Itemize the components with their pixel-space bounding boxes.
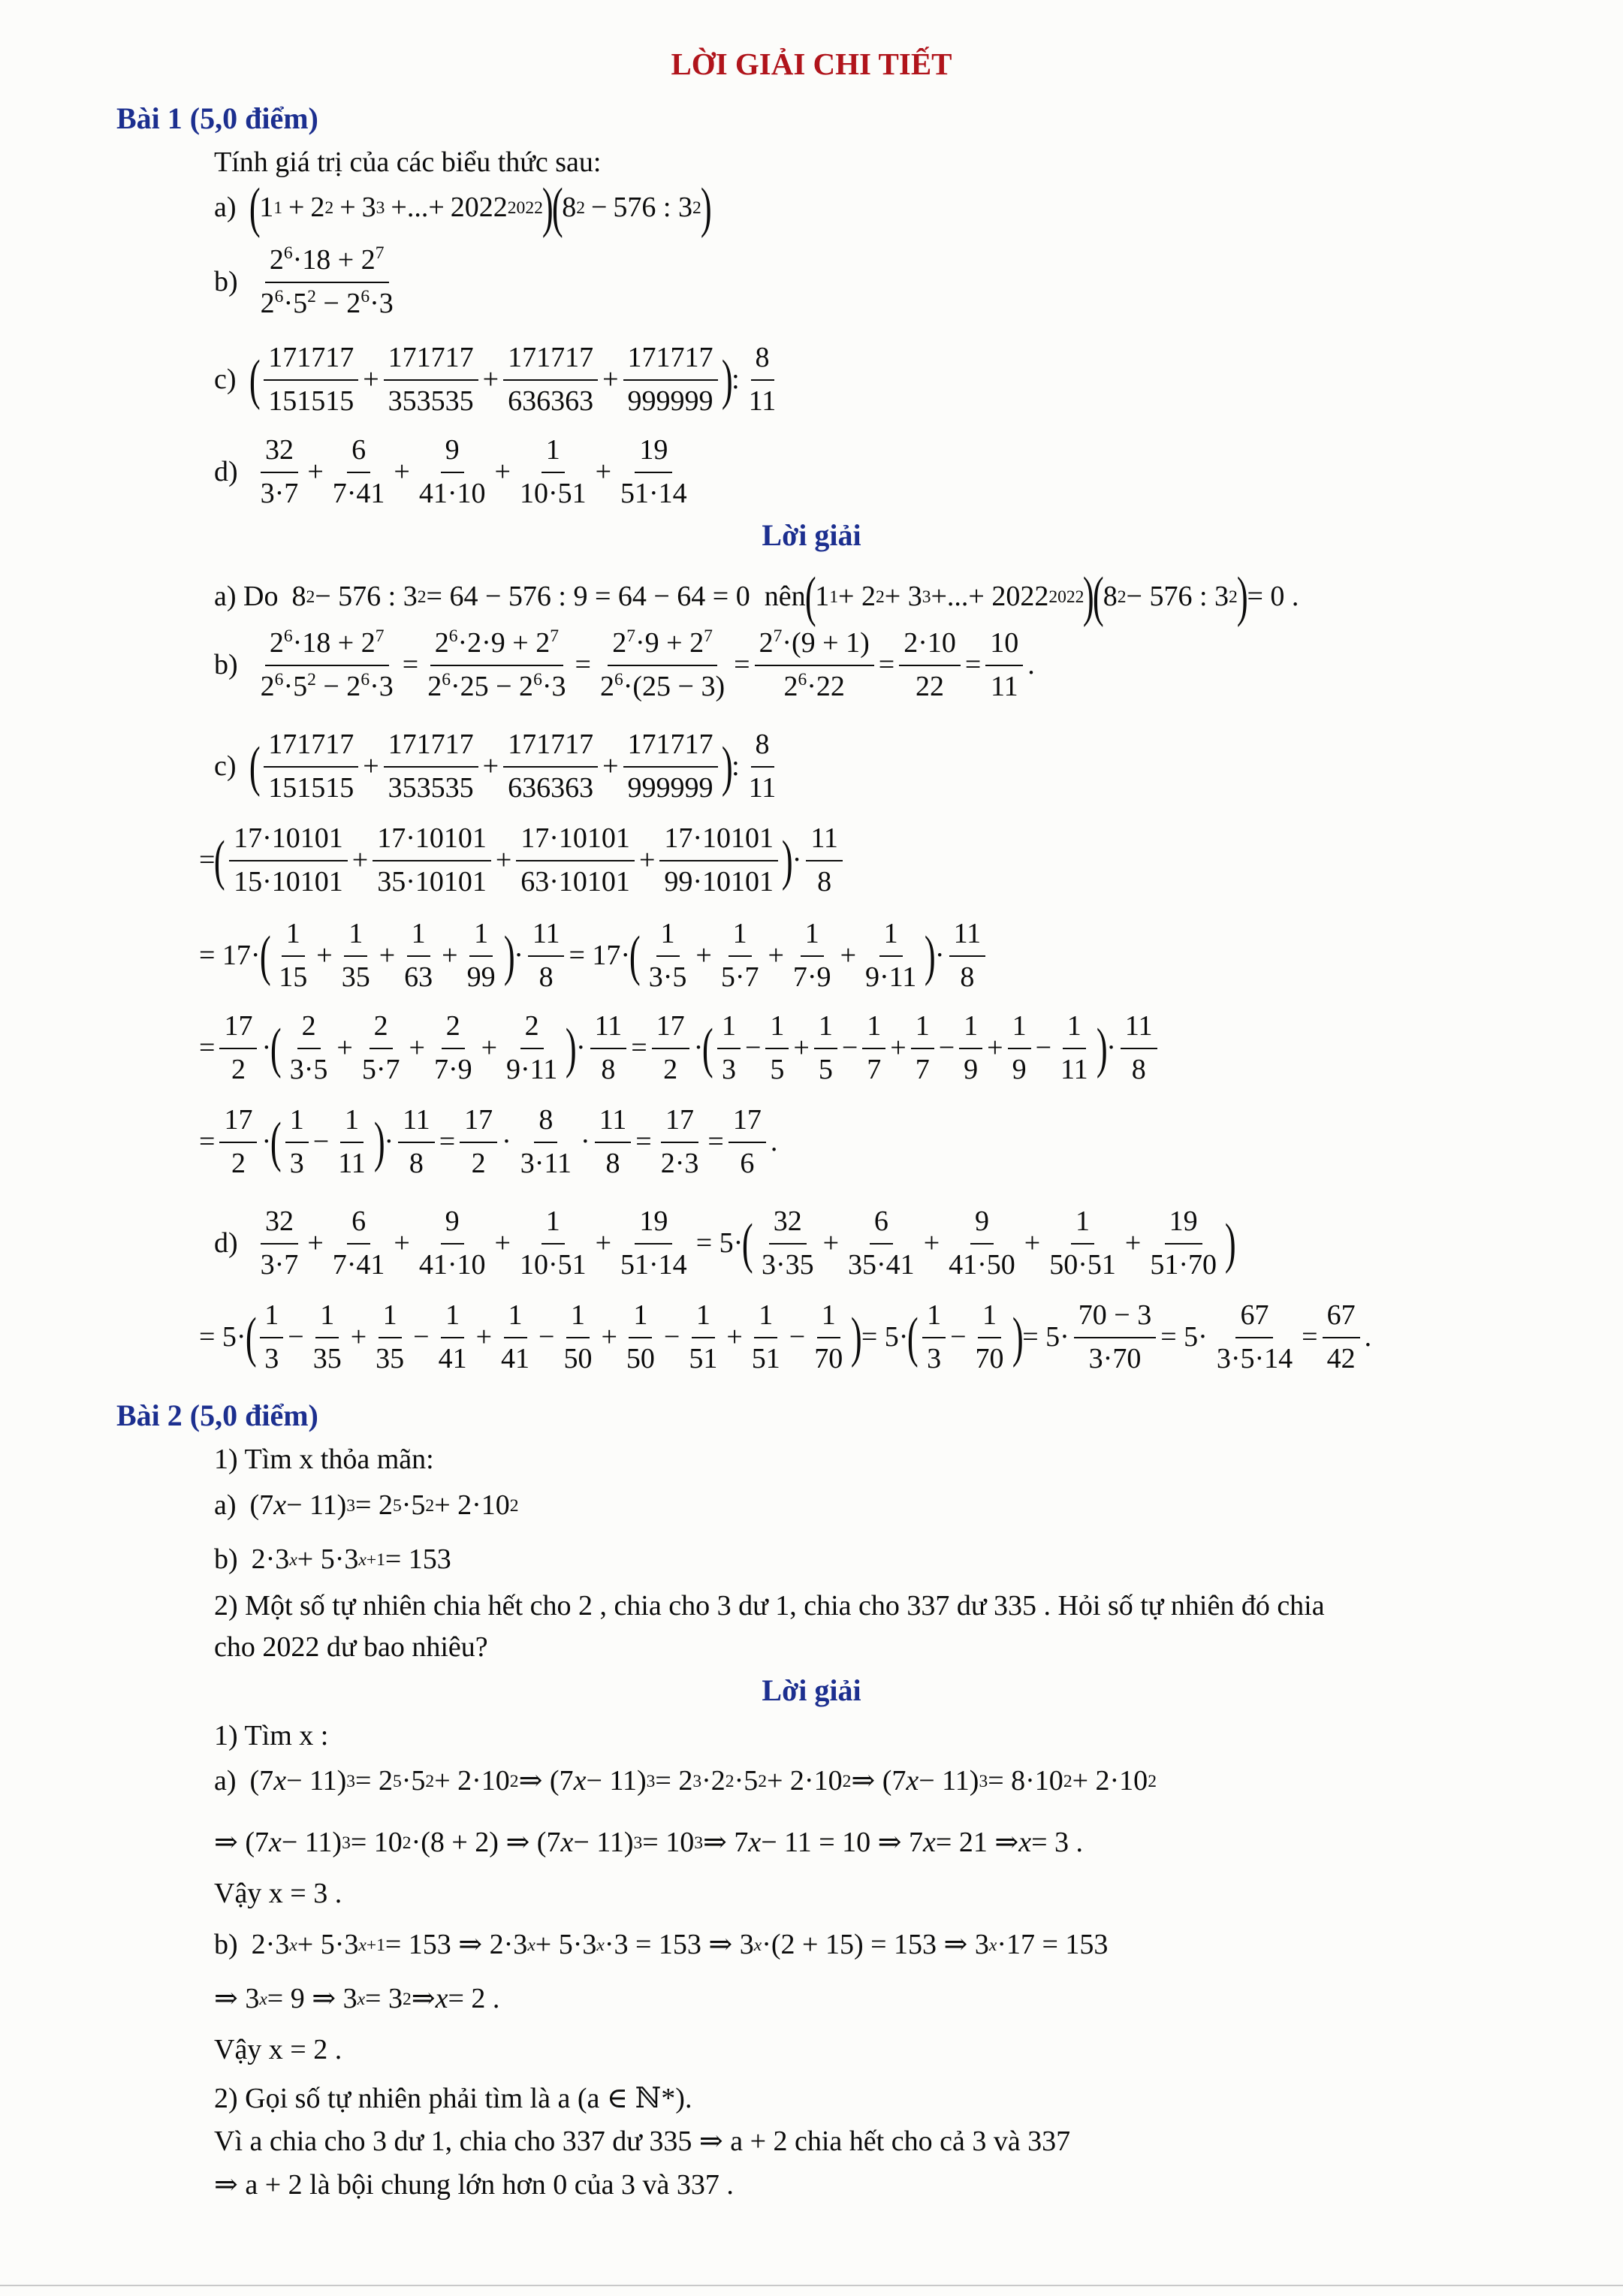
sol2-2-line1: 2) Gọi số tự nhiên phải tìm là a (a ∈ ℕ*). xyxy=(214,2083,692,2114)
sol2-2-line3: ⇒ a + 2 là bội chung lớn hơn 0 của 3 và 337 . xyxy=(214,2169,734,2201)
sol2-1-heading: 1) Tìm x : xyxy=(214,1720,329,1751)
sol2-1a-line1: a) (7 x − 11) 3 = 2 5 ·5 2 + 2·10 2 ⇒ (7 x − 11) 3 = 2 3 ·2 2 ·5 2 + 2·10 2 ⇒ (7 x − 11) 3 = 8·10 2 + 2·10 2 xyxy=(214,1765,1157,1797)
bai2-q1: 1) Tìm x thỏa mãn: xyxy=(214,1444,434,1475)
bai1-a: a) ( 1 1 + 2 2 + 3 3 +...+ 2022 2022 ) ( 8 2 − 576 : 3 2 ) xyxy=(214,177,712,239)
bai2-heading: Bài 2 (5,0 điểm) xyxy=(116,1398,318,1432)
sol1-c-2: = ( $\frac{17\cdot 10101}{15\cdot 10101}$ + $\frac{17\cdot 10101}{35\cdot 10101}$ + $\frac{17\cdot 10101}{63\cdot 10101}$ + $\frac{17\cdot 10101}{99\cdot 10101}$ ) · $\frac{11}{8}$ xyxy=(199,822,847,898)
sol2-1b-line1: b) 2·3 x + 5·3 x+1 = 153 ⇒ 2·3 x + 5·3 x ·3 = 153 ⇒ 3 x ·(2 + 15) = 153 ⇒ 3 x ·17 = 153 xyxy=(214,1929,1109,1960)
bai1-c: c) ( $\frac{171717}{151515}$ + $\frac{171717}{353535}$ + $\frac{171717}{636363}$ + $\frac{171717}{999999}$ ) : $\frac{8}{11}$ xyxy=(214,342,777,417)
sol1-d-1: d) $\frac{32}{3\cdot 7}$ + $\frac{6}{7\cdot 41}$ + $\frac{9}{41\cdot 10}$ + $\frac{1}{10\cdot 51}$ + $\frac{19}{51\cdot 14}$ = 5· ( $\frac{32}{3\cdot 35}$ + $\frac{6}{35\cdot 41}$ + $\frac{9}{41\cdot 50}$ + $\frac{1}{50\cdot 51}$ + $\frac{19}{51\cdot 70}$ ) xyxy=(214,1205,1236,1281)
sol1-c-3: = 17· ( $\frac{1}{15}$ + $\frac{1}{35}$ + $\frac{1}{63}$ + $\frac{1}{99}$ ) · $\frac{11}{8}$ = 17· ( $\frac{1}{3\cdot 5}$ + $\frac{1}{5\cdot 7}$ + $\frac{1}{7\cdot 9}$ + $\frac{1}{9\cdot 11}$ ) · $\frac{11}{8}$ xyxy=(199,918,990,994)
bai2-q1-b: b) 2·3 x + 5·3 x+1 = 153 xyxy=(214,1543,451,1575)
bai1-prompt: Tính giá trị của các biểu thức sau: xyxy=(214,146,602,178)
sol1-a: a) Do 8 2 − 576 : 3 2 = 64 − 576 : 9 = 64 − 64 = 0 nên ( 1 1 + 2 2 + 3 3 +...+ 2022 2022 ) ( 8 2 − 576 : 3 2 ) = 0 . xyxy=(214,566,1299,628)
bai2-q1-a: a) (7 x − 11) 3 = 2 5 ·5 2 + 2·10 2 xyxy=(214,1489,519,1521)
sol1-c-5: = $\frac{17}{2}$ · ( $\frac{1}{3}$ − $\frac{1}{11}$ ) · $\frac{11}{8}$ = $\frac{17}{2}$ · $\frac{8}{3\cdot 11}$ · $\frac{11}{8}$ = $\frac{17}{2\cdot 3}$ = $\frac{17}{6}$ . xyxy=(199,1104,778,1179)
sol1-d-2: = 5· ( $\frac{1}{3}$ − $\frac{1}{35}$ + $\frac{1}{35}$ − $\frac{1}{41}$ + $\frac{1}{41}$ − $\frac{1}{50}$ + $\frac{1}{50}$ − $\frac{1}{51}$ + $\frac{1}{51}$ − $\frac{1}{70}$ ) = 5· ( $\frac{1}{3}$ − $\frac{1}{70}$ ) = 5· $\frac{70 - 3}{3\cdot 70}$ = 5· $\frac{67}{3\cdot 5\cdot 14}$ = $\frac{67}{42}$ . xyxy=(199,1299,1372,1374)
loi-giai-1: Lời giải xyxy=(762,518,861,552)
loi-giai-2: Lời giải xyxy=(762,1673,861,1707)
page-bottom-divider xyxy=(0,2285,1623,2286)
sol1-c-1: c) ( $\frac{171717}{151515}$ + $\frac{171717}{353535}$ + $\frac{171717}{636363}$ + $\frac{171717}{999999}$ ) : $\frac{8}{11}$ xyxy=(214,729,777,804)
sol2-vay2: Vậy x = 2 . xyxy=(214,2034,342,2065)
sol2-vay1: Vậy x = 3 . xyxy=(214,1878,342,1909)
bai2-q2-line2: cho 2022 dư bao nhiêu? xyxy=(214,1631,488,1663)
sol2-2-line2: Vì a chia cho 3 dư 1, chia cho 337 dư 335 ⇒ a + 2 chia hết cho cả 3 và 337 xyxy=(214,2126,1071,2157)
sol2-1a-line2: ⇒ (7 x − 11) 3 = 10 2 ·(8 + 2) ⇒ (7 x − 11) 3 = 10 3 ⇒ 7 x − 11 = 10 ⇒ 7 x = 21 ⇒ x = 3 . xyxy=(214,1827,1083,1858)
bai1-b: b) $\frac{2^6\cdot 18 + 2^7}{2^6\cdot 5^2 - 2^6\cdot 3}$ xyxy=(214,243,394,319)
sol2-1b-line2: ⇒ 3 x = 9 ⇒ 3 x = 3 2 ⇒ x = 2 . xyxy=(214,1983,500,2014)
bai1-d: d) $\frac{32}{3\cdot 7}$ + $\frac{6}{7\cdot 41}$ + $\frac{9}{41\cdot 10}$ + $\frac{1}{10\cdot 51}$ + $\frac{19}{51\cdot 14}$ xyxy=(214,434,687,509)
bai1-heading: Bài 1 (5,0 điểm) xyxy=(116,101,318,135)
sol1-c-4: = $\frac{17}{2}$ · ( $\frac{2}{3\cdot 5}$ + $\frac{2}{5\cdot 7}$ + $\frac{2}{7\cdot 9}$ + $\frac{2}{9\cdot 11}$ ) · $\frac{11}{8}$ = $\frac{17}{2}$ · ( $\frac{1}{3}$ − $\frac{1}{5}$ + $\frac{1}{5}$ − $\frac{1}{7}$ + $\frac{1}{7}$ − $\frac{1}{9}$ + $\frac{1}{9}$ − $\frac{1}{11}$ ) · $\frac{11}{8}$ xyxy=(199,1010,1162,1086)
sol1-b: b) $\frac{2^6\cdot 18 + 2^7}{2^6\cdot 5^2 - 2^6\cdot 3}$ = $\frac{2^6\cdot 2\cdot 9 + 2^7}{2^6\cdot 25 - 2^6\cdot 3}$ = $\frac{2^7\cdot 9 + 2^7}{2^6\cdot(25 - 3)}$ = $\frac{2^7\cdot(9 + 1)}{2^6\cdot 22}$ = $\frac{2\cdot 10}{22}$ = $\frac{10}{11}$ . xyxy=(214,626,1035,702)
document-title: LỜI GIẢI CHI TIẾT xyxy=(671,47,952,81)
bai2-q2-line1: 2) Một số tự nhiên chia hết cho 2 , chia cho 3 dư 1, chia cho 337 dư 335 . Hỏi số tự nhiên đó chia xyxy=(214,1590,1325,1622)
